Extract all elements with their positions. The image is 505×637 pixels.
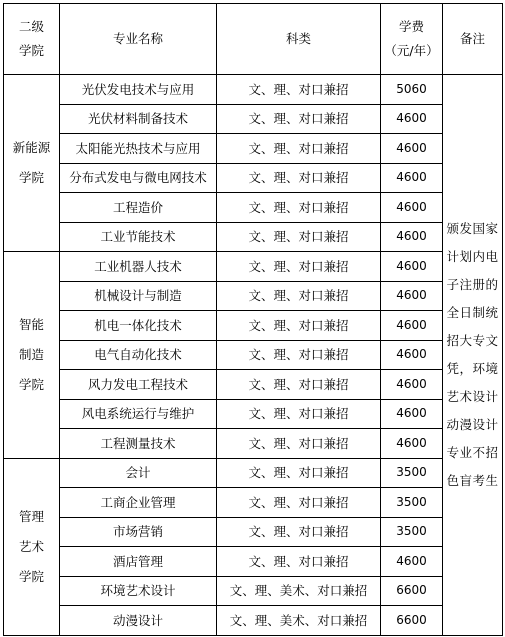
category-cell: 文、理、对口兼招 <box>217 340 381 370</box>
fee-cell: 4600 <box>381 311 443 341</box>
college-name-line: 管理 <box>18 508 44 524</box>
table-row <box>4 193 503 223</box>
remark-line: 色盲考生 <box>446 472 499 488</box>
major-name-cell: 电气自动化技术 <box>60 340 217 370</box>
table-row <box>4 163 503 193</box>
header-remark: 备注 <box>443 4 503 75</box>
fee-cell: 4600 <box>381 281 443 311</box>
header-college-line: 学院 <box>18 43 44 58</box>
category-cell: 文、理、对口兼招 <box>217 547 381 577</box>
major-name-cell: 光伏发电技术与应用 <box>60 75 217 105</box>
table-row <box>4 222 503 252</box>
table-row <box>4 399 503 429</box>
fee-cell: 4600 <box>381 104 443 134</box>
header-fee-line: 学费 <box>398 19 424 34</box>
table-row <box>4 517 503 547</box>
category-cell: 文、理、对口兼招 <box>217 370 381 400</box>
major-name-cell: 动漫设计 <box>60 606 217 636</box>
fee-cell: 6600 <box>381 606 443 636</box>
table-row <box>4 281 503 311</box>
tuition-table <box>3 3 503 636</box>
college-cell <box>4 252 60 459</box>
header-fee <box>381 4 443 75</box>
header-college-line: 二级 <box>18 19 44 34</box>
table-row <box>4 104 503 134</box>
category-cell: 文、理、对口兼招 <box>217 104 381 134</box>
table-row <box>4 75 503 105</box>
table-row <box>4 458 503 488</box>
fee-cell: 4600 <box>381 134 443 164</box>
college-name-line: 艺术 <box>18 538 44 554</box>
category-cell: 文、理、对口兼招 <box>217 252 381 282</box>
remark-line: 全日制统 <box>446 304 499 320</box>
header-college <box>4 4 60 75</box>
remark-line: 动漫设计 <box>446 416 499 432</box>
table-row <box>4 311 503 341</box>
college-cell <box>4 75 60 252</box>
fee-cell: 4600 <box>381 547 443 577</box>
table-row <box>4 252 503 282</box>
table-row <box>4 429 503 459</box>
category-cell: 文、理、对口兼招 <box>217 281 381 311</box>
category-cell: 文、理、对口兼招 <box>217 399 381 429</box>
remark-line: 招大专文 <box>446 332 499 348</box>
category-cell: 文、理、对口兼招 <box>217 429 381 459</box>
major-name-cell: 工商企业管理 <box>60 488 217 518</box>
header-fee-line: （元/年） <box>384 43 439 58</box>
major-name-cell: 机电一体化技术 <box>60 311 217 341</box>
remark-line: 凭，环境 <box>446 360 499 376</box>
category-cell: 文、理、对口兼招 <box>217 488 381 518</box>
fee-cell: 4600 <box>381 193 443 223</box>
header-major: 专业名称 <box>60 4 217 75</box>
major-name-cell: 分布式发电与微电网技术 <box>60 163 217 193</box>
category-cell: 文、理、美术、对口兼招 <box>217 606 381 636</box>
category-cell: 文、理、对口兼招 <box>217 517 381 547</box>
major-name-cell: 风电系统运行与维护 <box>60 399 217 429</box>
major-name-cell: 太阳能光热技术与应用 <box>60 134 217 164</box>
table-row <box>4 547 503 577</box>
category-cell: 文、理、对口兼招 <box>217 163 381 193</box>
remark-line: 子注册的 <box>446 276 499 292</box>
major-name-cell: 工业节能技术 <box>60 222 217 252</box>
major-name-cell: 机械设计与制造 <box>60 281 217 311</box>
category-cell: 文、理、美术、对口兼招 <box>217 576 381 606</box>
category-cell: 文、理、对口兼招 <box>217 311 381 341</box>
college-name-line: 制造 <box>18 346 44 362</box>
header-category: 科类 <box>217 4 381 75</box>
fee-cell: 4600 <box>381 252 443 282</box>
table-row <box>4 340 503 370</box>
major-name-cell: 市场营销 <box>60 517 217 547</box>
fee-cell: 4600 <box>381 222 443 252</box>
remark-line: 颁发国家 <box>446 220 499 236</box>
major-name-cell: 风力发电工程技术 <box>60 370 217 400</box>
major-name-cell: 光伏材料制备技术 <box>60 104 217 134</box>
fee-cell: 4600 <box>381 429 443 459</box>
category-cell: 文、理、对口兼招 <box>217 222 381 252</box>
fee-cell: 4600 <box>381 163 443 193</box>
major-name-cell: 工程造价 <box>60 193 217 223</box>
category-cell: 文、理、对口兼招 <box>217 458 381 488</box>
fee-cell: 3500 <box>381 517 443 547</box>
table-row <box>4 576 503 606</box>
table-row <box>4 370 503 400</box>
fee-cell: 4600 <box>381 399 443 429</box>
category-cell: 文、理、对口兼招 <box>217 134 381 164</box>
table-row <box>4 488 503 518</box>
table-row <box>4 134 503 164</box>
header-row <box>4 4 503 75</box>
remark-line: 专业不招 <box>446 444 499 460</box>
fee-cell: 6600 <box>381 576 443 606</box>
major-name-cell: 会计 <box>60 458 217 488</box>
college-name-line: 学院 <box>18 376 44 392</box>
category-cell: 文、理、对口兼招 <box>217 193 381 223</box>
college-name-line: 学院 <box>18 568 44 584</box>
major-name-cell: 工程测量技术 <box>60 429 217 459</box>
college-name-line: 智能 <box>18 316 44 332</box>
fee-cell: 4600 <box>381 340 443 370</box>
table-row <box>4 606 503 636</box>
college-name-line: 学院 <box>18 170 44 185</box>
fee-cell: 4600 <box>381 370 443 400</box>
remark-line: 计划内电 <box>446 248 499 264</box>
major-name-cell: 环境艺术设计 <box>60 576 217 606</box>
category-cell: 文、理、对口兼招 <box>217 75 381 105</box>
remark-cell <box>443 75 503 636</box>
college-name-line: 新能源 <box>12 140 51 155</box>
fee-cell: 3500 <box>381 488 443 518</box>
table-body <box>4 75 503 636</box>
major-name-cell: 工业机器人技术 <box>60 252 217 282</box>
fee-cell: 3500 <box>381 458 443 488</box>
fee-cell: 5060 <box>381 75 443 105</box>
college-cell <box>4 458 60 635</box>
remark-line: 艺术设计 <box>446 388 499 404</box>
major-name-cell: 酒店管理 <box>60 547 217 577</box>
